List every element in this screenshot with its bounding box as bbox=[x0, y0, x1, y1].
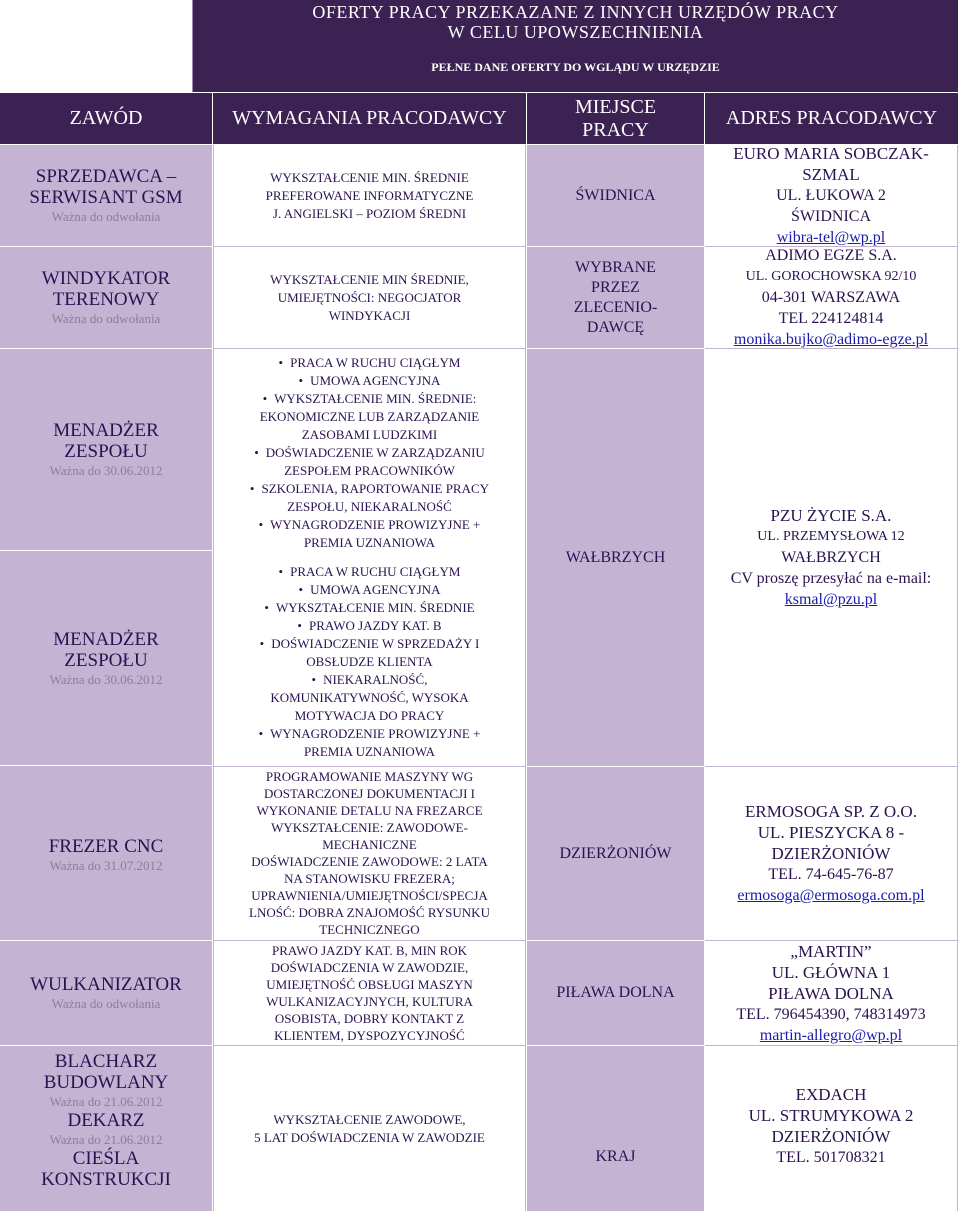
requirements-cell bbox=[213, 766, 526, 940]
row-divider bbox=[527, 940, 704, 941]
employer-line: TEL. 796454390, 748314973 bbox=[736, 1005, 926, 1023]
place-cell bbox=[527, 941, 704, 1045]
row-divider bbox=[705, 348, 958, 349]
employer-line: CV proszę przesyłać na e-mail: bbox=[730, 570, 932, 587]
place-text: KRAJ bbox=[595, 1148, 636, 1165]
row-divider bbox=[213, 940, 526, 941]
employer-line: DZIERŻONIÓW bbox=[771, 844, 891, 863]
place-cell bbox=[527, 767, 704, 940]
job-title: MENADŻER ZESPOŁU bbox=[53, 420, 159, 462]
requirement-line: MOTYWACJA DO PRACY bbox=[294, 707, 445, 723]
requirement-line: OSOBISTA, DOBRY KONTAKT Z bbox=[274, 1011, 465, 1026]
requirement-line: PRAWO JAZDY KAT. B, MIN ROK bbox=[271, 943, 468, 958]
column-header-adres: ADRES PRACODAWCY bbox=[705, 93, 958, 144]
place-cell bbox=[527, 145, 704, 246]
requirements-text bbox=[242, 354, 497, 552]
job-validity: Ważna do 30.06.2012 bbox=[49, 463, 163, 478]
employer-line: UL. PIESZYCKA 8 - bbox=[757, 823, 905, 842]
place-text: PIŁAWA DOLNA bbox=[556, 984, 675, 1001]
row-divider bbox=[213, 766, 526, 767]
job-cell bbox=[0, 941, 212, 1045]
row-divider bbox=[527, 246, 704, 247]
requirement-line: WINDYKACJI bbox=[328, 307, 411, 323]
employer-cell bbox=[705, 941, 958, 1045]
job-title: WULKANIZATOR bbox=[30, 974, 182, 995]
job-validity: Ważna do odwołania bbox=[51, 209, 161, 224]
row-divider bbox=[527, 1045, 704, 1046]
employer-line: UL. GŁÓWNA 1 bbox=[771, 962, 891, 982]
requirement-line: WYKSZTAŁCENIE ZAWODOWE, bbox=[273, 1111, 466, 1127]
requirement-bullet: • DOŚWIADCZENIE W SPRZEDAŻY I bbox=[259, 635, 481, 653]
employer-info bbox=[733, 143, 929, 248]
job-cell bbox=[0, 247, 212, 348]
job-title: MENADŻER ZESPOŁU bbox=[53, 628, 159, 671]
place-cell bbox=[527, 1046, 704, 1211]
place-cell bbox=[527, 349, 704, 766]
job-validity: Ważna do odwołania bbox=[51, 311, 161, 326]
place-cell bbox=[527, 247, 704, 348]
employer-line: ERMOSOGA SP. Z O.O. bbox=[745, 802, 917, 821]
requirement-line: UMIEJĘTNOŚCI: NEGOCJATOR bbox=[277, 289, 462, 305]
row-divider bbox=[527, 766, 704, 767]
requirement-line: DOŚWIADCZENIA W ZAWODZIE, bbox=[270, 960, 469, 975]
place-line: DAWCĘ bbox=[586, 318, 645, 336]
requirement-bullet: • NIEKARALNOŚĆ, bbox=[259, 671, 481, 689]
row-divider bbox=[213, 246, 526, 247]
employer-line: UL. ŁUKOWA 2 bbox=[776, 187, 886, 204]
employer-cell bbox=[705, 349, 958, 766]
job-validity: Ważna do 21.06.2012 bbox=[49, 1132, 163, 1147]
requirement-line: LNOŚĆ: DOBRA ZNAJOMOŚĆ RYSUNKU bbox=[249, 905, 490, 920]
place-text bbox=[574, 258, 658, 338]
place-text: ŚWIDNICA bbox=[575, 186, 656, 204]
requirement-bullet: • WYNAGRODZENIE PROWIZYJNE + bbox=[250, 516, 489, 534]
job-validity: Ważna do 30.06.2012 bbox=[49, 671, 163, 687]
requirements-cell bbox=[213, 941, 526, 1045]
requirement-line: DOŚWIADCZENIE ZAWODOWE: 2 LATA bbox=[251, 854, 488, 869]
employer-cell bbox=[705, 145, 958, 246]
job-title: BLACHARZ BUDOWLANY bbox=[43, 1051, 169, 1093]
employer-info bbox=[734, 245, 928, 350]
job-title: SPRZEDAWCA – SERWISANT GSM bbox=[29, 166, 183, 208]
column-header-miejsce: MIEJSCE PRACY bbox=[527, 93, 704, 144]
employer-line: „MARTIN” bbox=[790, 941, 872, 961]
employer-info bbox=[749, 1084, 914, 1168]
job-cell bbox=[0, 349, 212, 550]
row-divider bbox=[0, 550, 212, 551]
employer-line: UL. STRUMYKOWA 2 bbox=[748, 1106, 914, 1125]
employer-line: PZU ŻYCIE S.A. bbox=[770, 506, 892, 525]
requirement-bullet: • SZKOLENIA, RAPORTOWANIE PRACY bbox=[250, 480, 489, 498]
requirement-line: WULKANIZACYJNYCH, KULTURA bbox=[266, 994, 473, 1009]
row-divider bbox=[705, 766, 958, 767]
row-divider bbox=[705, 246, 958, 247]
job-title: FREZER CNC bbox=[48, 836, 164, 857]
employer-line: ADIMO EGZE S.A. bbox=[765, 247, 897, 264]
header-subtitle: PEŁNE DANE OFERTY DO WGLĄDU W URZĘDZIE bbox=[431, 60, 720, 74]
employer-line: UL. GOROCHOWSKA 92/10 bbox=[745, 269, 917, 284]
employer-line: UL. PRZEMYSŁOWA 12 bbox=[757, 529, 905, 544]
row-divider bbox=[0, 246, 212, 247]
requirement-line: EKONOMICZNE LUB ZARZĄDZANIE bbox=[259, 409, 480, 424]
place-text: WAŁBRZYCH bbox=[565, 548, 666, 566]
employer-line: TEL. 501708321 bbox=[776, 1149, 886, 1166]
requirement-line: NA STANOWISKU FREZERA; bbox=[284, 871, 455, 886]
requirement-line: UPRAWNIENIA/UMIEJĘTNOŚCI/SPECJA bbox=[251, 888, 488, 903]
job-validity: Ważna do odwołania bbox=[51, 996, 161, 1011]
requirements-text bbox=[251, 563, 489, 761]
job-title: DEKARZ bbox=[67, 1110, 145, 1131]
row-divider bbox=[0, 348, 212, 349]
requirement-line: KLIENTEM, DYSPOZYCYJNOŚĆ bbox=[274, 1028, 465, 1043]
requirement-line: TECHNICZNEGO bbox=[319, 922, 420, 937]
requirements-text bbox=[246, 1111, 493, 1147]
requirement-line: OBSŁUDZE KLIENTA bbox=[306, 653, 433, 669]
requirement-bullet: • UMOWA AGENCYJNA bbox=[250, 372, 489, 390]
job-validity: Ważna do 21.06.2012 bbox=[49, 1094, 163, 1109]
place-line: WYBRANE bbox=[575, 258, 656, 276]
requirement-line: WYKSZTAŁCENIE MIN ŚREDNIE, bbox=[270, 271, 469, 287]
employer-email-link[interactable]: wibra-tel@wp.pl bbox=[776, 229, 886, 246]
requirement-line: MECHANICZNE bbox=[322, 837, 417, 852]
requirement-line: PROGRAMOWANIE MASZYNY WG bbox=[265, 769, 474, 784]
row-divider bbox=[213, 348, 526, 349]
employer-email-link[interactable]: monika.bujko@adimo-egze.pl bbox=[733, 331, 929, 348]
requirement-line: ZESPOŁEM PRACOWNIKÓW bbox=[284, 463, 455, 478]
column-header-zawod: ZAWÓD bbox=[0, 93, 212, 144]
job-cell bbox=[0, 1046, 212, 1211]
employer-line: 04-301 WARSZAWA bbox=[761, 289, 901, 306]
requirement-bullet: • DOŚWIADCZENIE W ZARZĄDZANIU bbox=[250, 444, 489, 462]
requirement-line: DOSTARCZONEJ DOKUMENTACJI I bbox=[264, 786, 475, 801]
requirement-bullet: • UMOWA AGENCYJNA bbox=[259, 581, 481, 599]
employer-line: WAŁBRZYCH bbox=[781, 549, 881, 566]
requirement-line: WYKONANIE DETALU NA FREZARCE bbox=[256, 803, 483, 818]
requirements-cell bbox=[213, 349, 526, 557]
row-divider bbox=[705, 940, 958, 941]
requirement-line: PREFEROWANE INFORMATYCZNE bbox=[265, 187, 474, 203]
requirements-text bbox=[258, 169, 482, 223]
employer-line: ŚWIDNICA bbox=[791, 208, 871, 225]
requirement-line: ZASOBAMI LUDZKIMI bbox=[301, 427, 438, 442]
employer-email-link[interactable]: ksmal@pzu.pl bbox=[784, 591, 878, 608]
requirement-bullet: • WYNAGRODZENIE PROWIZYJNE + bbox=[259, 725, 481, 743]
job-validity: Ważna do 31.07.2012 bbox=[49, 858, 163, 873]
row-divider bbox=[0, 940, 212, 941]
place-line: ZLECENIO- bbox=[573, 298, 658, 316]
requirement-line: UMIEJĘTNOŚĆ OBSŁUGI MASZYN bbox=[266, 977, 473, 992]
employer-line: TEL. 74-645-76-87 bbox=[768, 866, 894, 883]
requirement-line: ZESPOŁU, NIEKARALNOŚĆ bbox=[287, 499, 452, 514]
employer-line: SZMAL bbox=[802, 165, 860, 184]
requirement-bullet: • WYKSZTAŁCENIE MIN. ŚREDNIE bbox=[259, 599, 481, 617]
place-line: PRZEZ bbox=[591, 278, 640, 296]
requirement-line: PREMIA UZNANIOWA bbox=[303, 535, 436, 550]
column-header-wymagania: WYMAGANIA PRACODAWCY bbox=[213, 93, 526, 144]
requirement-line: WYKSZTAŁCENIE MIN. ŚREDNIE bbox=[270, 169, 469, 185]
row-divider bbox=[705, 1045, 958, 1046]
requirement-bullet: • WYKSZTAŁCENIE MIN. ŚREDNIE: bbox=[250, 390, 489, 408]
employer-line: PIŁAWA DOLNA bbox=[768, 983, 894, 1003]
row-divider bbox=[0, 765, 212, 766]
header-title-line2: W CELU UPOWSZECHNIENIA bbox=[447, 22, 704, 42]
place-text: DZIERŻONIÓW bbox=[559, 844, 672, 862]
requirements-cell bbox=[213, 145, 526, 246]
requirement-bullet: • PRACA W RUCHU CIĄGŁYM bbox=[250, 354, 489, 372]
requirements-cell bbox=[213, 247, 526, 348]
employer-line: TEL 224124814 bbox=[778, 310, 884, 327]
requirements-text bbox=[241, 768, 498, 938]
requirements-cell bbox=[213, 557, 526, 766]
requirement-line: PREMIA UZNANIOWA bbox=[303, 743, 436, 759]
requirements-text bbox=[258, 942, 481, 1044]
requirement-bullet: • PRAWO JAZDY KAT. B bbox=[259, 617, 481, 635]
employer-info bbox=[731, 505, 932, 610]
requirement-line: J. ANGIELSKI – POZIOM ŚREDNI bbox=[272, 205, 467, 221]
header-title-line1: OFERTY PRACY PRZEKAZANE Z INNYCH URZĘDÓW PRACY bbox=[312, 2, 839, 22]
employer-cell bbox=[705, 247, 958, 348]
employer-line: EURO MARIA SOBCZAK- bbox=[733, 144, 929, 163]
employer-cell bbox=[705, 767, 958, 940]
row-divider bbox=[0, 1045, 212, 1046]
requirement-line: WYKSZTAŁCENIE: ZAWODOWE- bbox=[271, 820, 468, 835]
job-cell bbox=[0, 145, 212, 246]
job-title: CIEŚLA KONSTRUKCJI bbox=[41, 1148, 171, 1190]
requirement-bullet: • PRACA W RUCHU CIĄGŁYM bbox=[259, 563, 481, 581]
row-divider bbox=[213, 1045, 526, 1046]
requirements-cell bbox=[213, 1046, 526, 1211]
page-header bbox=[192, 0, 958, 92]
employer-email-link[interactable]: martin-allegro@wp.pl bbox=[759, 1026, 903, 1044]
job-cell bbox=[0, 551, 212, 765]
employer-info bbox=[737, 801, 924, 906]
employer-line: EXDACH bbox=[795, 1085, 867, 1104]
job-title: WINDYKATOR TERENOWY bbox=[41, 268, 171, 310]
employer-email-link[interactable]: ermosoga@ermosoga.com.pl bbox=[737, 887, 925, 904]
employer-info bbox=[736, 941, 925, 1046]
employer-line: DZIERŻONIÓW bbox=[771, 1127, 891, 1146]
requirements-text bbox=[262, 271, 477, 325]
requirement-line: 5 LAT DOŚWIADCZENIA W ZAWODZIE bbox=[254, 1129, 485, 1145]
requirement-line: KOMUNIKATYWNOŚĆ, WYSOKA bbox=[270, 689, 469, 705]
job-cell bbox=[0, 766, 212, 940]
employer-cell bbox=[705, 1046, 958, 1211]
row-divider bbox=[527, 348, 704, 349]
